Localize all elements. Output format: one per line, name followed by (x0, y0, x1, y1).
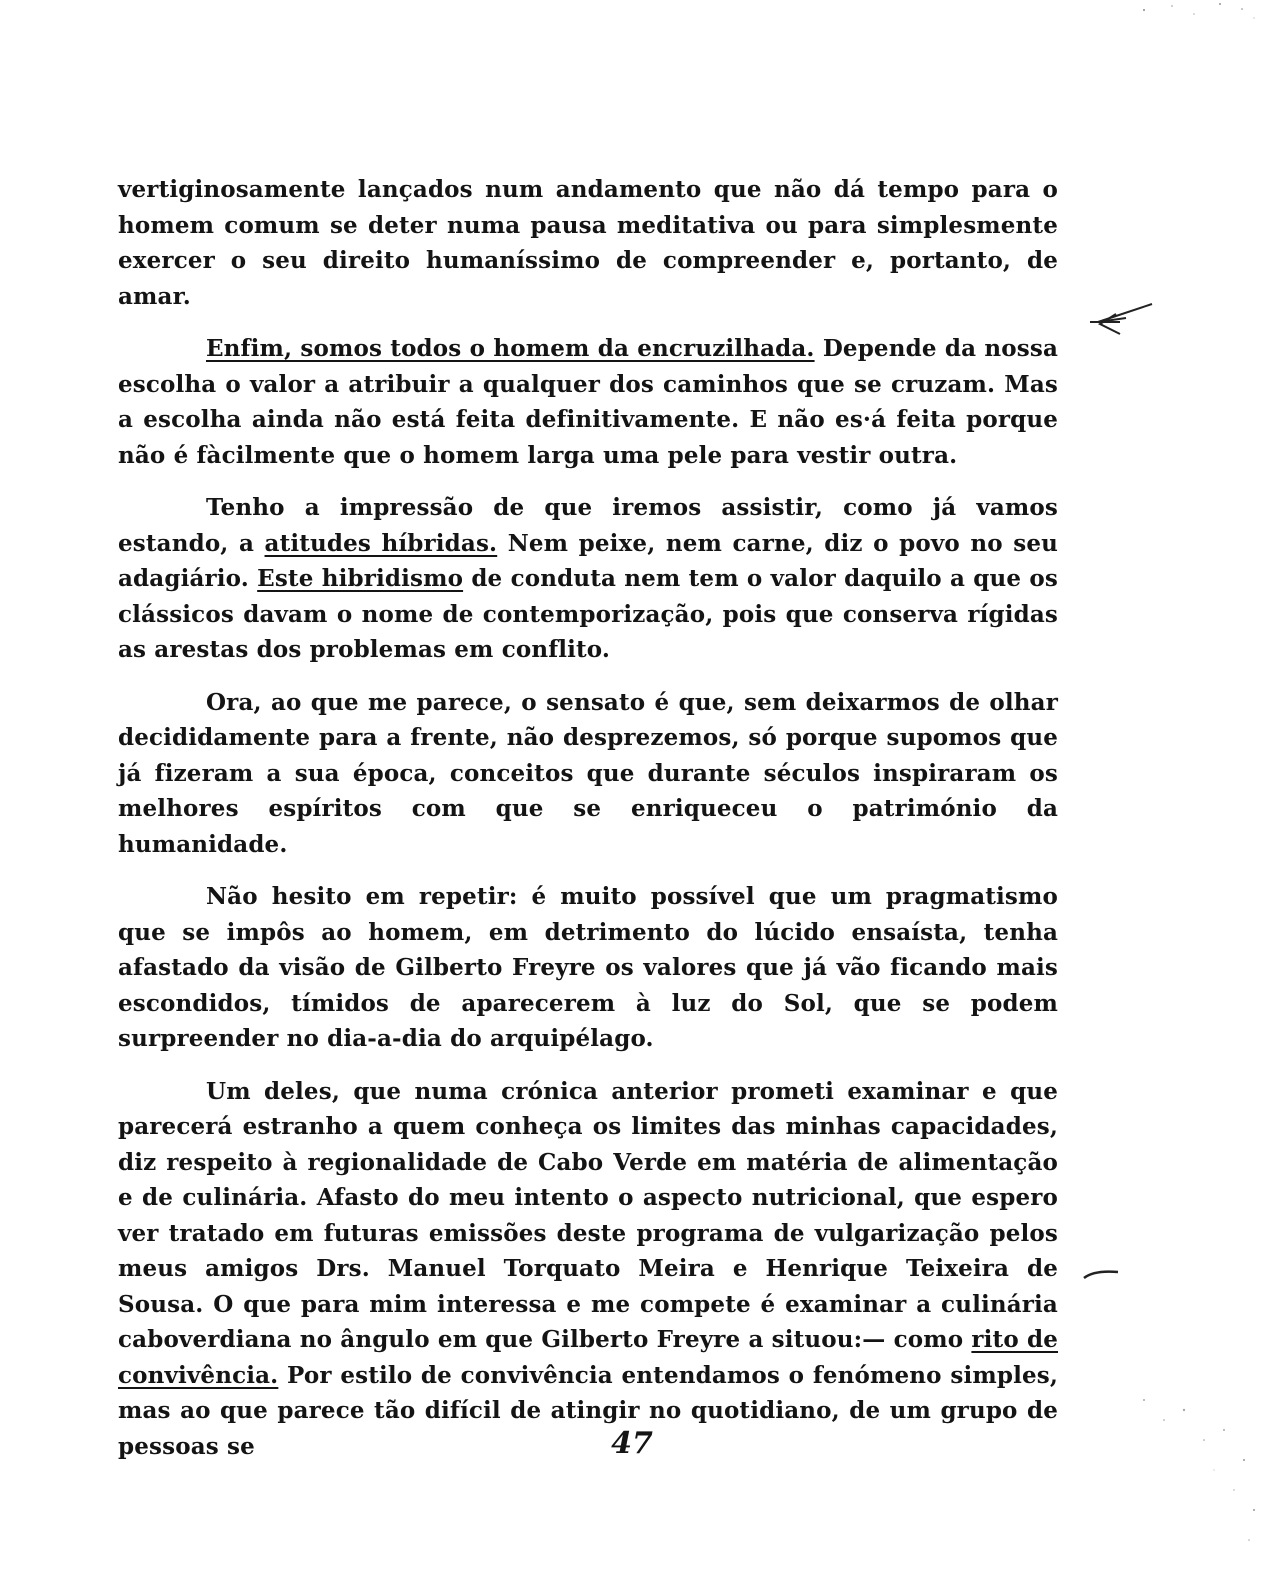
scan-specks-bottom (1084, 1370, 1264, 1570)
paragraph (118, 490, 1058, 668)
text-segment: Por estilo de convivência entendamos o fenómeno simples, mas ao que parece tão difícil de atingir no quotidiano, de um grupo de pessoas se (118, 1361, 1058, 1460)
page-number: 47 (611, 1426, 653, 1461)
underlined-phrase: Enfim, somos todos o homem da encruzilhada. (206, 335, 815, 362)
paragraph-gap (118, 668, 1058, 685)
paragraph (118, 685, 1058, 863)
paragraph (118, 879, 1058, 1057)
text-segment: vertiginosamente lançados num andamento que não dá tempo para o homem comum se deter numa pausa meditativa ou para simplesmente exercer o seu direito humaníssimo de compreender e, portanto, de amar. (118, 176, 1058, 310)
text-segment: Depende da nossa escolha o valor a atribuir a qualquer dos caminhos que se cruzam. Mas a escolha ainda não está feita definitivamente. E não es·á feita porque não é fàcilmente que o homem larga uma pele para vestir outra. (118, 335, 1059, 469)
paragraph-gap (118, 1057, 1058, 1074)
margin-arrow-mark (1086, 300, 1156, 340)
text-segment: Ora, ao que me parece, o sensato é que, sem deixarmos de olhar decididamente para a frente, não desprezemos, só porque supomos que já fizeram a sua época, conceitos que durante séculos inspiraram os melhores espíritos com que se enriqueceu o património da humanidade. (118, 688, 1058, 858)
margin-dash-mark (1082, 1268, 1122, 1282)
paragraph-gap (118, 473, 1058, 490)
paragraph-gap (118, 862, 1058, 879)
paragraph (118, 331, 1058, 473)
text-segment: Tenho a impressão de que iremos assistir, como já vamos estando, a (118, 494, 1058, 557)
paragraph (118, 172, 1058, 314)
text-segment: Nem peixe, nem carne, diz o povo no seu adagiário. (118, 529, 1058, 592)
body-text (118, 172, 1058, 1464)
paragraph (118, 1074, 1058, 1465)
text-segment: de conduta nem tem o valor daquilo a que os clássicos davam o nome de contemporização, pois que conserva rígidas as arestas dos problemas em conflito. (118, 565, 1058, 663)
paragraph-gap (118, 314, 1058, 331)
underlined-phrase: Este hibridismo (257, 565, 464, 592)
underlined-phrase: atitudes híbridas. (264, 529, 498, 557)
text-segment: Não hesito em repetir: é muito possível que um pragmatismo que se impôs ao homem, em detrimento do lúcido ensaísta, tenha afastado da visão de Gilberto Freyre os valores que já vão ficando mais escondidos, tímidos de aparecerem à luz do Sol, que se podem surpreender no dia-a-dia do arquipélago. (118, 883, 1058, 1052)
underlined-phrase: rito de convivência. (118, 1326, 1059, 1389)
scan-specks-top (1124, 0, 1264, 40)
text-segment: Um deles, que numa crónica anterior prometi examinar e que parecerá estranho a quem conheça os limites das minhas capacidades, diz respeito à regionalidade de Cabo Verde em matéria de alimentação e de culinária. Afasto do meu intento o aspecto nutricional, que espero ver tratado em futuras emissões deste programa de vulgarização pelos meus amigos Drs. Manuel Torquato Meira e Henrique Teixeira de Sousa. O que para mim interessa e me compete é examinar a culinária caboverdiana no ângulo em que Gilberto Freyre a situou:— como (118, 1077, 1058, 1353)
